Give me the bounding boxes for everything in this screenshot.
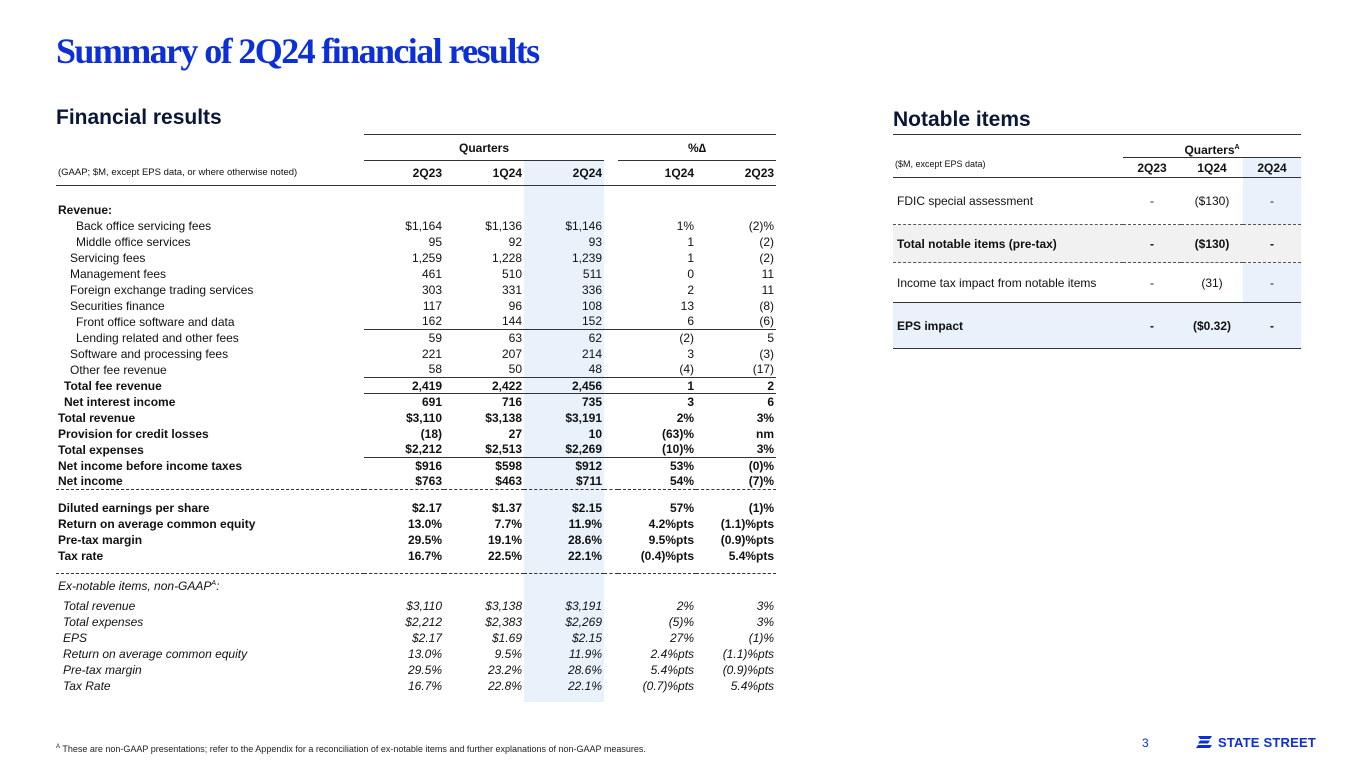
row-value: $2,212 <box>405 614 442 629</box>
row-value: 28.6% <box>524 662 604 678</box>
row-value: 95 <box>428 234 442 249</box>
row-value: $2.15 <box>524 630 604 646</box>
row-value: $2,383 <box>485 614 522 629</box>
footnote-text: These are non-GAAP presentations; refer to the Appendix for a reconciliation of ex-notable items and further explanations of non-GAAP measures. <box>62 744 646 754</box>
table-row <box>56 516 776 532</box>
notable-row-tax: Income tax impact from notable items - (31) - <box>893 263 1301 303</box>
row-value: 16.7% <box>407 548 442 563</box>
row-value: $912 <box>524 458 604 474</box>
row-value: $711 <box>524 474 604 490</box>
row-value: 11.9% <box>524 646 604 662</box>
row-value: 53% <box>618 458 696 474</box>
row-value: 3 <box>687 394 695 409</box>
page-title: Summary of 2Q24 financial results <box>56 31 539 71</box>
row-value: (2) <box>759 234 775 249</box>
row-value: 1% <box>676 218 695 233</box>
row-value: 13.0% <box>407 646 442 661</box>
row-value: (1.1)%pts <box>720 516 775 531</box>
row-value: 1 <box>687 234 695 249</box>
row-value: (4) <box>618 362 696 378</box>
financial-results-heading: Financial results <box>56 106 222 129</box>
row-value: 22.5% <box>487 548 522 563</box>
table-row <box>56 532 776 548</box>
row-value: $1.69 <box>491 630 522 645</box>
row-value: 6 <box>767 394 775 409</box>
row-value: 22.8% <box>487 678 522 693</box>
row-value: 336 <box>524 282 604 298</box>
row-value: (2) <box>759 250 775 265</box>
row-value: 303 <box>421 282 442 297</box>
notable-basis-label: ($M, except EPS data) <box>895 159 986 169</box>
row-label: Securities finance <box>70 298 165 313</box>
table-row <box>56 458 776 474</box>
row-value: 2% <box>676 598 695 613</box>
row-value: (0.9)%pts <box>720 532 775 547</box>
row-value: 2% <box>676 410 695 425</box>
page-number: 3 <box>1142 736 1149 750</box>
row-value: (6) <box>759 314 775 329</box>
row-value: 62 <box>524 330 604 346</box>
row-value: (5)% <box>668 614 695 629</box>
row-label: Front office software and data <box>76 314 235 329</box>
row-value: $1,136 <box>485 218 522 233</box>
col-header-pct-2q23: 2Q23 <box>744 166 775 180</box>
row-value: 1 <box>687 250 695 265</box>
row-value: 22.1% <box>524 548 604 564</box>
table-row <box>56 282 776 298</box>
row-value: 735 <box>524 394 604 410</box>
row-value: 108 <box>524 298 604 314</box>
row-value: 331 <box>501 282 522 297</box>
table-row <box>56 500 776 516</box>
row-value: $1,164 <box>405 218 442 233</box>
table-row <box>56 442 776 458</box>
row-value: 93 <box>524 234 604 250</box>
row-value: 9.5% <box>494 646 522 661</box>
row-label: Servicing fees <box>70 250 146 265</box>
row-value: (2)% <box>748 218 775 233</box>
row-value: (7)% <box>748 474 775 489</box>
row-value: 5 <box>696 330 776 346</box>
row-value: (1)% <box>748 500 775 515</box>
row-value: (0)% <box>696 458 776 474</box>
row-value: 92 <box>508 234 522 249</box>
footnote <box>56 744 646 754</box>
notable-items-table <box>893 134 1301 349</box>
notable-row-label: EPS impact <box>897 318 964 333</box>
row-value: 3% <box>756 614 775 629</box>
table-row <box>56 630 776 646</box>
row-value: 214 <box>524 346 604 362</box>
table-row <box>56 234 776 250</box>
row-label: Tax Rate <box>63 678 111 693</box>
table-row <box>56 678 776 694</box>
row-label: Software and processing fees <box>70 346 229 361</box>
quarters-group-header: Quarters <box>364 135 604 161</box>
col-header-2q23: 2Q23 <box>412 166 442 180</box>
row-label: Lending related and other fees <box>76 330 239 345</box>
row-value: $463 <box>495 474 522 489</box>
row-value: 27 <box>508 426 522 441</box>
notable-row-total: Total notable items (pre-tax) - ($130) - <box>893 225 1301 263</box>
row-value: $2.15 <box>524 500 604 516</box>
row-value: (10)% <box>662 442 695 457</box>
table-row <box>56 410 776 426</box>
row-value: $3,110 <box>405 410 442 425</box>
row-label: Total expenses <box>58 442 144 457</box>
notable-col-2q23: 2Q23 <box>1137 160 1167 175</box>
row-label: Pre-tax margin <box>63 662 142 677</box>
row-label: Return on average common equity <box>58 516 256 531</box>
table-row <box>56 250 776 266</box>
pct-change-group-header: %∆ <box>618 135 776 161</box>
row-value: 3% <box>756 442 775 457</box>
table-row <box>56 548 776 564</box>
row-value: $3,191 <box>524 598 604 614</box>
row-value: (3) <box>759 346 775 361</box>
row-value: 96 <box>508 298 522 313</box>
row-value: (18) <box>420 426 442 441</box>
row-label: Management fees <box>70 266 167 281</box>
row-value: 3 <box>687 346 695 361</box>
row-value: $2,212 <box>405 442 442 457</box>
row-value: 48 <box>524 362 604 378</box>
row-value: $916 <box>364 458 444 474</box>
row-value: 59 <box>364 330 444 346</box>
row-value: 461 <box>421 266 442 281</box>
row-value: 1,259 <box>411 250 442 265</box>
notable-col-2q24: 2Q24 <box>1243 158 1301 178</box>
row-value: $1.37 <box>491 500 522 515</box>
row-value: (8) <box>759 298 775 313</box>
row-value: $3,191 <box>524 410 604 426</box>
row-value: 3% <box>756 598 775 613</box>
row-value: 5.4%pts <box>730 678 775 693</box>
row-value: 5.4%pts <box>650 662 695 677</box>
notable-row-fdic: FDIC special assessment - ($130) - <box>893 179 1301 225</box>
row-value: $3,110 <box>406 598 442 613</box>
row-value: 23.2% <box>487 662 522 677</box>
col-header-1q24: 1Q24 <box>492 166 522 180</box>
row-value: 63 <box>444 330 524 346</box>
row-value: 9.5%pts <box>648 532 695 547</box>
row-label: Total revenue <box>58 410 136 425</box>
row-value: $2,269 <box>524 614 604 630</box>
row-value: 144 <box>501 314 522 329</box>
row-value: 1,239 <box>524 250 604 266</box>
row-value: 11 <box>761 266 775 281</box>
row-value: 0 <box>687 266 695 281</box>
row-value: 22.1% <box>524 678 604 694</box>
row-label: Total revenue <box>63 598 136 613</box>
row-value: (0.4)%pts <box>640 548 695 563</box>
row-label: Provision for credit losses <box>58 426 209 441</box>
table-row <box>56 298 776 314</box>
state-street-logo-icon <box>1196 734 1214 750</box>
row-value: 58 <box>364 362 444 378</box>
table-row <box>56 426 776 442</box>
table-row <box>56 378 776 394</box>
row-value: (63)% <box>662 426 695 441</box>
notable-quarters-header: Quarters <box>1184 143 1235 157</box>
row-value: 13 <box>680 298 695 313</box>
row-value: 57% <box>670 500 695 515</box>
ex-notable-sup: A <box>211 579 217 587</box>
table-row <box>56 346 776 362</box>
table-row <box>56 662 776 678</box>
row-value: $2,513 <box>485 442 522 457</box>
row-value: 6 <box>687 314 695 329</box>
col-header-2q24: 2Q24 <box>524 161 604 186</box>
row-value: $763 <box>415 474 442 489</box>
notable-row-label: Total notable items (pre-tax) <box>897 236 1057 251</box>
row-value: 7.7% <box>494 516 522 531</box>
row-value: $2.17 <box>411 630 442 645</box>
row-value: $598 <box>444 458 524 474</box>
row-value: 1,228 <box>491 250 522 265</box>
row-value: $1,146 <box>524 218 604 234</box>
notable-row-eps: EPS impact - ($0.32) - <box>893 303 1301 349</box>
row-value: 4.2%pts <box>648 516 695 531</box>
row-value: 716 <box>501 394 522 409</box>
row-label: Net interest income <box>64 394 176 409</box>
table-row <box>56 474 776 490</box>
table-row <box>56 202 776 218</box>
row-value: $2.17 <box>411 500 442 515</box>
row-value: 13.0% <box>407 516 442 531</box>
col-header-pct-1q24: 1Q24 <box>664 166 695 180</box>
ex-notable-label: Ex-notable items, non-GAAP <box>58 578 212 593</box>
row-label: Pre-tax margin <box>58 532 143 547</box>
row-value: (0.9)%pts <box>722 662 775 677</box>
ex-notable-header-row <box>56 574 776 598</box>
row-value: 117 <box>422 298 442 313</box>
table-row <box>56 646 776 662</box>
row-label: Middle office services <box>76 234 191 249</box>
table-row <box>56 330 776 346</box>
row-value: $2,269 <box>524 442 604 458</box>
row-value: 29.5% <box>407 532 442 547</box>
row-value: 207 <box>501 346 522 361</box>
row-label: Net income before income taxes <box>58 458 243 473</box>
row-value: (17) <box>696 362 776 378</box>
row-label: Net income <box>58 474 123 489</box>
row-value: 2 <box>696 378 776 394</box>
logo-text: STATE STREET <box>1218 734 1316 750</box>
row-value: 2,422 <box>444 378 524 394</box>
row-value: 221 <box>421 346 442 361</box>
table-row <box>56 598 776 614</box>
table-row <box>56 218 776 234</box>
notable-row-label: Income tax impact from notable items <box>897 275 1097 290</box>
row-value: 50 <box>444 362 524 378</box>
row-value: 54% <box>670 474 695 489</box>
row-value: 2,419 <box>364 378 444 394</box>
row-value: 5.4%pts <box>728 548 775 563</box>
row-label: Tax rate <box>58 548 104 563</box>
row-label: Total expenses <box>63 614 144 629</box>
table-row <box>56 394 776 410</box>
notable-items-section <box>893 134 1301 349</box>
row-value: 10 <box>524 426 604 442</box>
row-value: 511 <box>524 266 604 282</box>
row-value: 29.5% <box>407 662 442 677</box>
row-value: 162 <box>421 314 442 329</box>
row-label: Back office servicing fees <box>76 218 212 233</box>
row-label: Total fee revenue <box>64 378 162 393</box>
row-value: 1 <box>618 378 696 394</box>
financial-results-table <box>56 134 776 702</box>
notable-row-label: FDIC special assessment <box>897 194 1034 209</box>
row-value: 691 <box>421 394 442 409</box>
row-label: Other fee revenue <box>70 362 167 377</box>
table-row <box>56 362 776 378</box>
row-value: 2.4%pts <box>650 646 695 661</box>
row-value: 2,456 <box>524 378 604 394</box>
row-label: Diluted earnings per share <box>58 500 210 515</box>
row-value: 2 <box>687 282 695 297</box>
state-street-logo <box>1196 734 1316 750</box>
row-value: (1)% <box>748 630 775 645</box>
notable-col-1q24: 1Q24 <box>1197 160 1227 175</box>
row-value: $3,138 <box>485 410 522 425</box>
row-value: 11 <box>761 282 775 297</box>
revenue-label: Revenue: <box>58 202 113 217</box>
basis-label: (GAAP; $M, except EPS data, or where otherwise noted) <box>58 167 298 179</box>
table-row <box>56 314 776 330</box>
table-row <box>56 614 776 630</box>
row-value: 27% <box>670 630 695 645</box>
row-value: 510 <box>501 266 522 281</box>
row-value: 152 <box>524 314 604 330</box>
row-label: Foreign exchange trading services <box>70 282 254 297</box>
row-value: nm <box>756 426 775 441</box>
row-label: Return on average common equity <box>63 646 248 661</box>
notable-items-heading: Notable items <box>893 108 1031 131</box>
footnote-marker: A <box>56 744 61 750</box>
ex-notable-colon: : <box>216 578 220 593</box>
row-value: (2) <box>618 330 696 346</box>
row-value: (0.7)%pts <box>642 678 695 693</box>
financial-results-section <box>56 134 776 702</box>
table-row <box>56 266 776 282</box>
row-value: 11.9% <box>524 516 604 532</box>
row-value: (1.1)%pts <box>722 646 775 661</box>
row-value: 16.7% <box>407 678 442 693</box>
row-value: 28.6% <box>524 532 604 548</box>
row-value: $3,138 <box>485 598 522 613</box>
row-value: 19.1% <box>487 532 522 547</box>
row-value: 3% <box>756 410 775 425</box>
row-label: EPS <box>63 630 88 645</box>
notable-quarters-sup: A <box>1234 144 1240 151</box>
